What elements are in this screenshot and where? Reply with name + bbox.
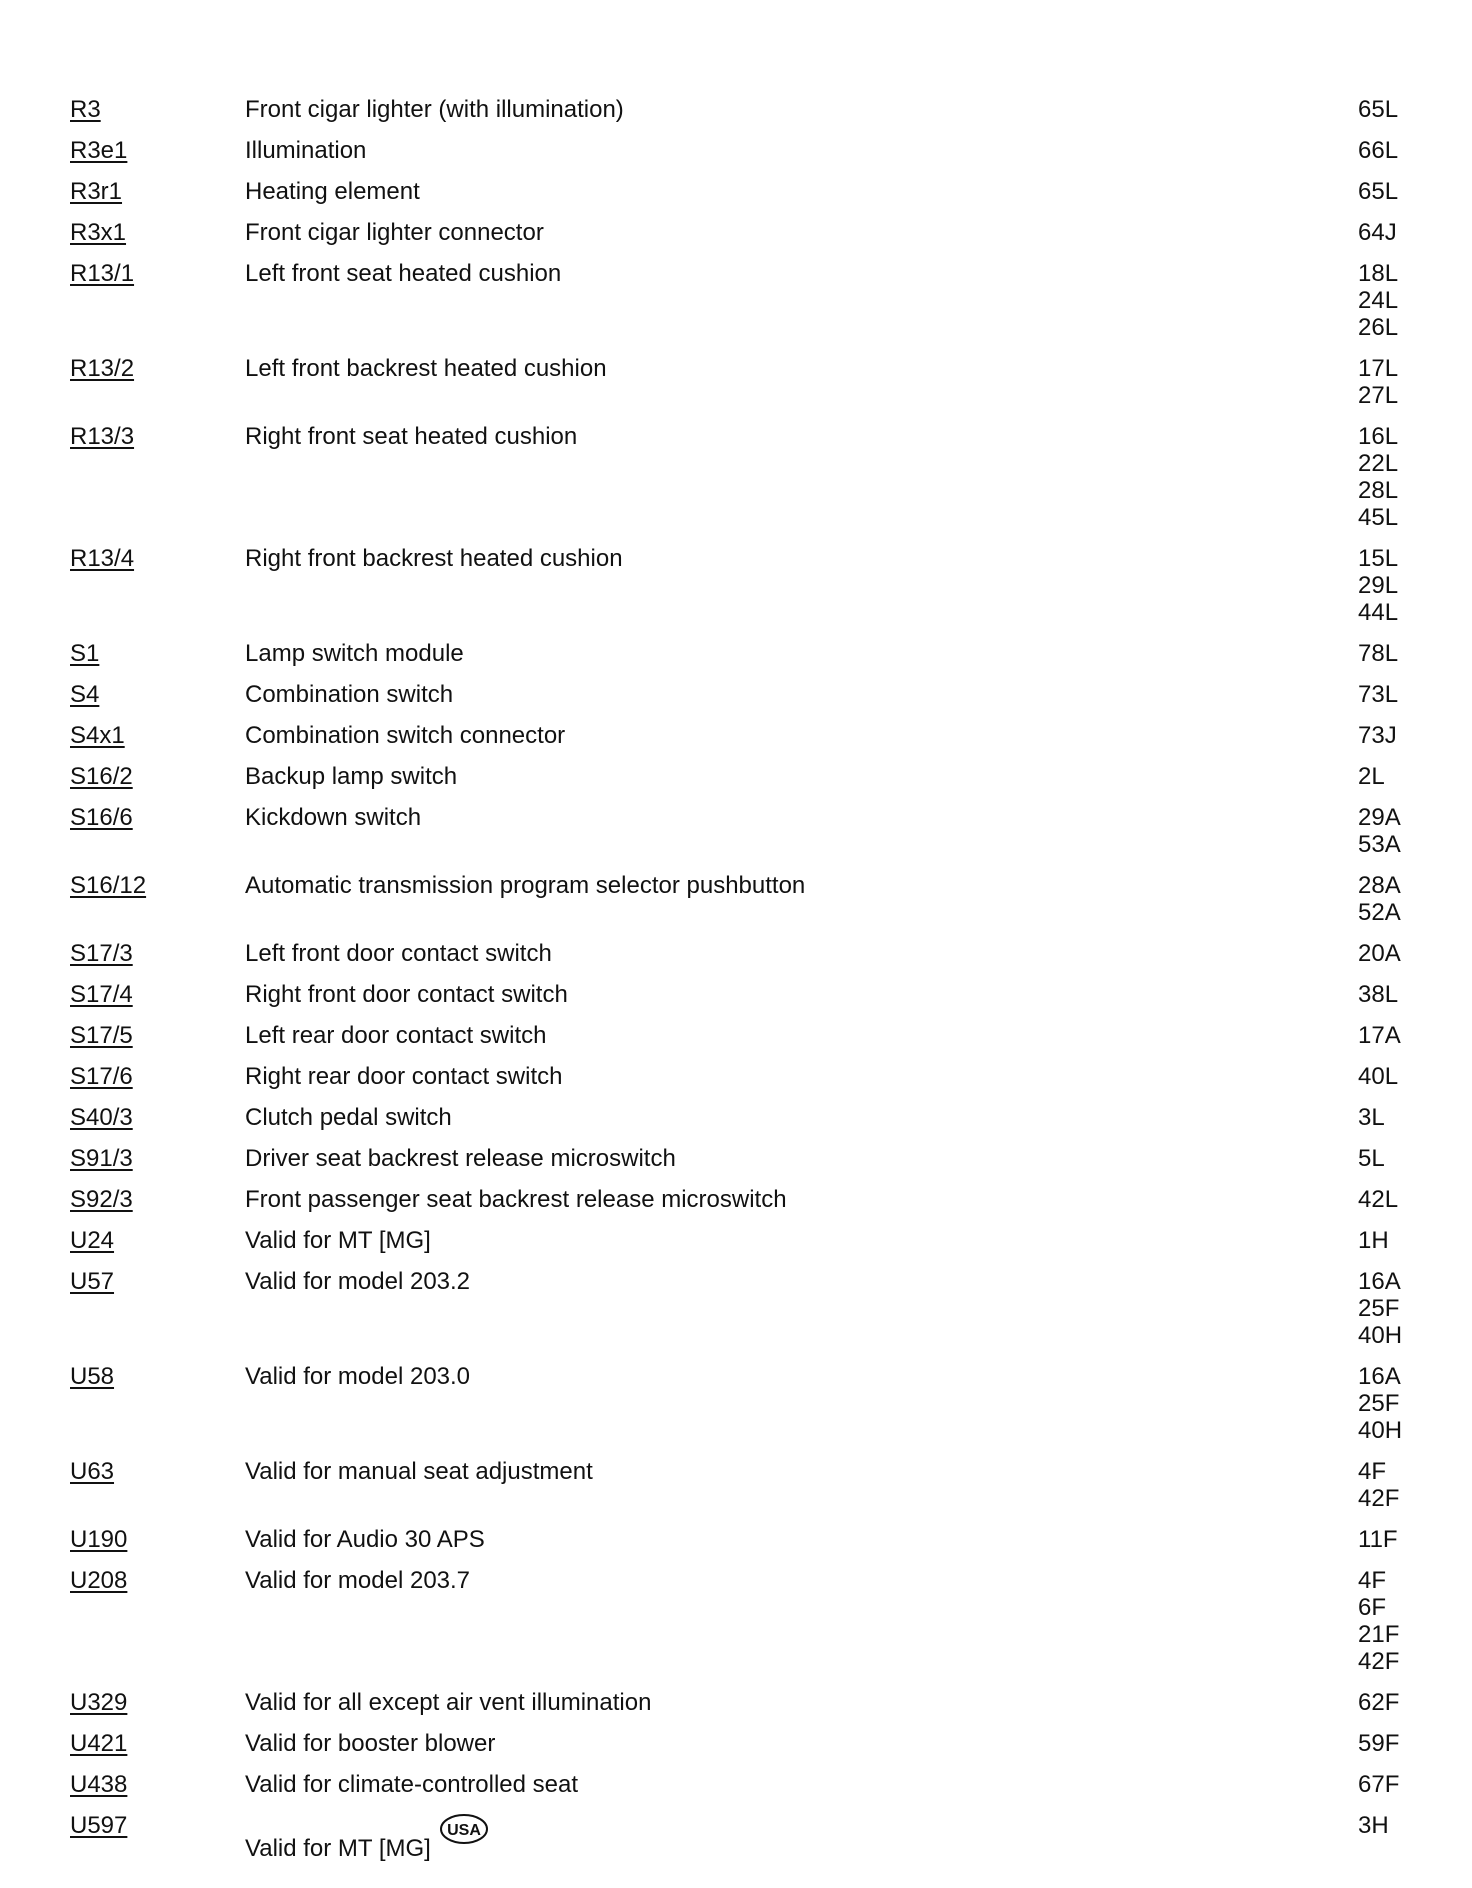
component-code-link[interactable]: U208: [70, 1567, 128, 1594]
component-description: [245, 137, 366, 164]
grid-reference: 18L: [1358, 260, 1399, 287]
component-code-link[interactable]: S17/6: [70, 1063, 133, 1090]
legend-row: [0, 423, 1472, 545]
component-code-link[interactable]: R13/3: [70, 423, 135, 450]
grid-reference: 26L: [1358, 314, 1399, 341]
component-description-text: Valid for MT [MG]: [245, 1227, 431, 1254]
grid-reference-list: [1358, 1268, 1472, 1349]
component-description: [245, 763, 457, 790]
component-description: [245, 1526, 485, 1553]
component-description: [245, 1567, 470, 1594]
component-description-text: Valid for Audio 30 APS: [245, 1526, 485, 1553]
grid-reference: 52A: [1358, 899, 1401, 926]
legend-row: [0, 1104, 1472, 1145]
component-description-text: Valid for model 203.2: [245, 1268, 471, 1295]
grid-reference: 3H: [1358, 1812, 1389, 1839]
component-description: [245, 219, 544, 246]
component-description: [245, 1145, 676, 1172]
grid-reference-list: [1358, 981, 1472, 1008]
component-description-text: Combination switch connector: [245, 722, 566, 749]
component-description: [245, 1104, 452, 1131]
legend-row: [0, 681, 1472, 722]
component-description-text: Driver seat backrest release microswitch: [245, 1145, 676, 1172]
component-description-text: Front passenger seat backrest release microswitch: [245, 1186, 787, 1213]
component-code-link[interactable]: S16/12: [70, 872, 147, 899]
component-description-text: Valid for MT [MG]: [245, 1835, 431, 1862]
component-code-link[interactable]: S92/3: [70, 1186, 133, 1213]
component-description-text: Automatic transmission program selector pushbutton: [245, 872, 806, 899]
grid-reference-list: [1358, 1812, 1472, 1839]
component-description-text: Illumination: [245, 137, 367, 164]
grid-reference-list: [1358, 1186, 1472, 1213]
component-description: [245, 545, 623, 572]
component-code-link[interactable]: R3e1: [70, 137, 128, 164]
grid-reference: 6F: [1358, 1594, 1387, 1621]
component-description: [245, 178, 420, 205]
grid-reference: 21F: [1358, 1621, 1400, 1648]
component-description: [245, 981, 568, 1008]
component-legend-list: [0, 96, 1472, 1862]
legend-row: [0, 1022, 1472, 1063]
component-description-text: Clutch pedal switch: [245, 1104, 452, 1131]
grid-reference-list: [1358, 178, 1472, 205]
legend-row: [0, 260, 1472, 355]
grid-reference: 44L: [1358, 599, 1399, 626]
grid-reference-list: [1358, 1771, 1472, 1798]
grid-reference-list: [1358, 640, 1472, 667]
component-code-link[interactable]: U63: [70, 1458, 115, 1485]
grid-reference-list: [1358, 1145, 1472, 1172]
component-code-link[interactable]: U57: [70, 1268, 115, 1295]
component-description: [245, 1771, 578, 1798]
legend-row: [0, 804, 1472, 872]
grid-reference-list: [1358, 1458, 1472, 1512]
component-description: [245, 640, 464, 667]
grid-reference: 4F: [1358, 1567, 1387, 1594]
grid-reference: 16A: [1358, 1268, 1401, 1295]
legend-row: [0, 1145, 1472, 1186]
component-code-link[interactable]: S16/2: [70, 763, 133, 790]
component-description-text: Valid for manual seat adjustment: [245, 1458, 593, 1485]
component-description: [245, 1458, 593, 1485]
grid-reference-list: [1358, 722, 1472, 749]
component-description-text: Valid for all except air vent illumination: [245, 1689, 652, 1716]
component-description-text: Right rear door contact switch: [245, 1063, 563, 1090]
grid-reference-list: [1358, 355, 1472, 409]
grid-reference: 16L: [1358, 423, 1399, 450]
grid-reference: 15L: [1358, 545, 1399, 572]
grid-reference: 28A: [1358, 872, 1401, 899]
grid-reference-list: [1358, 137, 1472, 164]
component-description: [245, 1186, 787, 1213]
component-description: [245, 804, 421, 831]
grid-reference: 64J: [1358, 219, 1397, 246]
legend-row: [0, 1458, 1472, 1526]
component-description-text: Left front backrest heated cushion: [245, 355, 607, 382]
component-description-text: Right front seat heated cushion: [245, 423, 578, 450]
legend-row: [0, 640, 1472, 681]
component-description-text: Front cigar lighter (with illumination): [245, 96, 624, 123]
grid-reference: 45L: [1358, 504, 1399, 531]
component-code-link[interactable]: U24: [70, 1227, 115, 1254]
grid-reference-list: [1358, 423, 1472, 531]
component-code-link[interactable]: R3x1: [70, 219, 127, 246]
usa-country-badge-icon: [439, 1812, 489, 1846]
legend-row: [0, 722, 1472, 763]
component-code-link[interactable]: U329: [70, 1689, 128, 1716]
grid-reference-list: [1358, 219, 1472, 246]
grid-reference-list: [1358, 1730, 1472, 1757]
grid-reference-list: [1358, 1063, 1472, 1090]
component-description: [245, 355, 607, 382]
component-description: [245, 423, 577, 450]
component-code-link[interactable]: R13/4: [70, 545, 135, 572]
component-code-link[interactable]: R3r1: [70, 178, 123, 205]
component-description: [245, 96, 624, 123]
grid-reference: 4F: [1358, 1458, 1387, 1485]
grid-reference-list: [1358, 1104, 1472, 1131]
grid-reference: 11F: [1358, 1526, 1398, 1553]
grid-reference-list: [1358, 681, 1472, 708]
component-code-link[interactable]: S17/3: [70, 940, 133, 967]
component-code-link[interactable]: U597: [70, 1812, 128, 1839]
grid-reference: 22L: [1358, 450, 1399, 477]
legend-row: [0, 763, 1472, 804]
component-description: [245, 1689, 651, 1716]
legend-row: [0, 981, 1472, 1022]
grid-reference: 3L: [1358, 1104, 1385, 1131]
legend-row: [0, 1689, 1472, 1730]
component-description-text: Lamp switch module: [245, 640, 464, 667]
component-code-link[interactable]: S91/3: [70, 1145, 133, 1172]
grid-reference-list: [1358, 1022, 1472, 1049]
component-code-link[interactable]: R3: [70, 96, 101, 123]
component-description-text: Valid for climate-controlled seat: [245, 1771, 579, 1798]
component-description: [245, 1063, 562, 1090]
component-code-link[interactable]: S4x1: [70, 722, 125, 749]
component-description: [245, 681, 453, 708]
grid-reference: 42F: [1358, 1648, 1400, 1675]
grid-reference-list: [1358, 940, 1472, 967]
grid-reference-list: [1358, 1363, 1472, 1444]
legend-row: [0, 1268, 1472, 1363]
legend-row: [0, 178, 1472, 219]
legend-row: [0, 1526, 1472, 1567]
grid-reference: 67F: [1358, 1771, 1400, 1798]
grid-reference: 65L: [1358, 96, 1399, 123]
grid-reference-list: [1358, 763, 1472, 790]
grid-reference-list: [1358, 1526, 1472, 1553]
component-description: [245, 1227, 431, 1254]
grid-reference-list: [1358, 96, 1472, 123]
component-description-text: Front cigar lighter connector: [245, 219, 544, 246]
grid-reference: 42F: [1358, 1485, 1400, 1512]
legend-row: [0, 1227, 1472, 1268]
grid-reference: 40L: [1358, 1063, 1399, 1090]
grid-reference: 17L: [1358, 355, 1399, 382]
component-description-text: Left front door contact switch: [245, 940, 552, 967]
component-code-link[interactable]: U421: [70, 1730, 128, 1757]
grid-reference: 73J: [1358, 722, 1397, 749]
component-description: [245, 260, 561, 287]
legend-row: [0, 872, 1472, 940]
component-code-link[interactable]: S4: [70, 681, 100, 708]
component-description: [245, 1022, 546, 1049]
component-code-link[interactable]: S17/4: [70, 981, 133, 1008]
component-description: [245, 1363, 470, 1390]
grid-reference: 16A: [1358, 1363, 1401, 1390]
usa-badge-label: USA: [446, 1822, 481, 1839]
component-description-text: Right front backrest heated cushion: [245, 545, 623, 572]
component-description-text: Right front door contact switch: [245, 981, 568, 1008]
legend-row: [0, 1812, 1472, 1862]
legend-row: [0, 1363, 1472, 1458]
component-description-text: Heating element: [245, 178, 420, 205]
component-description-text: Combination switch: [245, 681, 454, 708]
legend-row: [0, 1730, 1472, 1771]
grid-reference: 53A: [1358, 831, 1401, 858]
component-code-link[interactable]: S1: [70, 640, 100, 667]
component-description: [245, 1730, 495, 1757]
component-description: [245, 722, 565, 749]
grid-reference: 62F: [1358, 1689, 1400, 1716]
grid-reference-list: [1358, 872, 1472, 926]
component-code-link[interactable]: S40/3: [70, 1104, 133, 1131]
grid-reference: 28L: [1358, 477, 1399, 504]
grid-reference-list: [1358, 1227, 1472, 1254]
grid-reference-list: [1358, 1567, 1472, 1675]
grid-reference: 65L: [1358, 178, 1399, 205]
grid-reference: 29L: [1358, 572, 1399, 599]
legend-row: [0, 1771, 1472, 1812]
grid-reference: 2L: [1358, 763, 1385, 790]
legend-row: [0, 96, 1472, 137]
grid-reference-list: [1358, 804, 1472, 858]
grid-reference: 25F: [1358, 1295, 1400, 1322]
grid-reference: 40H: [1358, 1322, 1403, 1349]
legend-row: [0, 940, 1472, 981]
grid-reference: 78L: [1358, 640, 1399, 667]
legend-row: [0, 545, 1472, 640]
legend-row: [0, 1186, 1472, 1227]
grid-reference: 66L: [1358, 137, 1399, 164]
component-code-link[interactable]: S17/5: [70, 1022, 133, 1049]
component-description-text: Valid for booster blower: [245, 1730, 496, 1757]
grid-reference: 1H: [1358, 1227, 1389, 1254]
component-code-link[interactable]: U190: [70, 1526, 128, 1553]
component-description: [245, 1268, 470, 1295]
legend-row: [0, 355, 1472, 423]
component-description-text: Valid for model 203.0: [245, 1363, 471, 1390]
component-description: [245, 872, 805, 899]
component-description: [245, 940, 552, 967]
grid-reference: 59F: [1358, 1730, 1400, 1757]
grid-reference: 17A: [1358, 1022, 1401, 1049]
grid-reference: 29A: [1358, 804, 1401, 831]
legend-row: [0, 1063, 1472, 1104]
legend-row: [0, 219, 1472, 260]
legend-row: [0, 137, 1472, 178]
grid-reference: 5L: [1358, 1145, 1385, 1172]
component-description: [245, 1812, 489, 1862]
component-code-link[interactable]: U438: [70, 1771, 128, 1798]
grid-reference-list: [1358, 260, 1472, 341]
grid-reference: 27L: [1358, 382, 1399, 409]
component-description-text: Kickdown switch: [245, 804, 422, 831]
component-description-text: Left front seat heated cushion: [245, 260, 562, 287]
grid-reference-list: [1358, 1689, 1472, 1716]
grid-reference: 73L: [1358, 681, 1399, 708]
component-description-text: Backup lamp switch: [245, 763, 458, 790]
component-description-text: Left rear door contact switch: [245, 1022, 547, 1049]
component-code-link[interactable]: R13/2: [70, 355, 135, 382]
component-code-link[interactable]: S16/6: [70, 804, 133, 831]
grid-reference-list: [1358, 545, 1472, 626]
grid-reference: 42L: [1358, 1186, 1399, 1213]
grid-reference: 24L: [1358, 287, 1399, 314]
legend-row: [0, 1567, 1472, 1689]
component-description-text: Valid for model 203.7: [245, 1567, 471, 1594]
grid-reference: 40H: [1358, 1417, 1403, 1444]
grid-reference: 20A: [1358, 940, 1401, 967]
component-code-link[interactable]: U58: [70, 1363, 115, 1390]
grid-reference: 25F: [1358, 1390, 1400, 1417]
component-code-link[interactable]: R13/1: [70, 260, 135, 287]
grid-reference: 38L: [1358, 981, 1399, 1008]
